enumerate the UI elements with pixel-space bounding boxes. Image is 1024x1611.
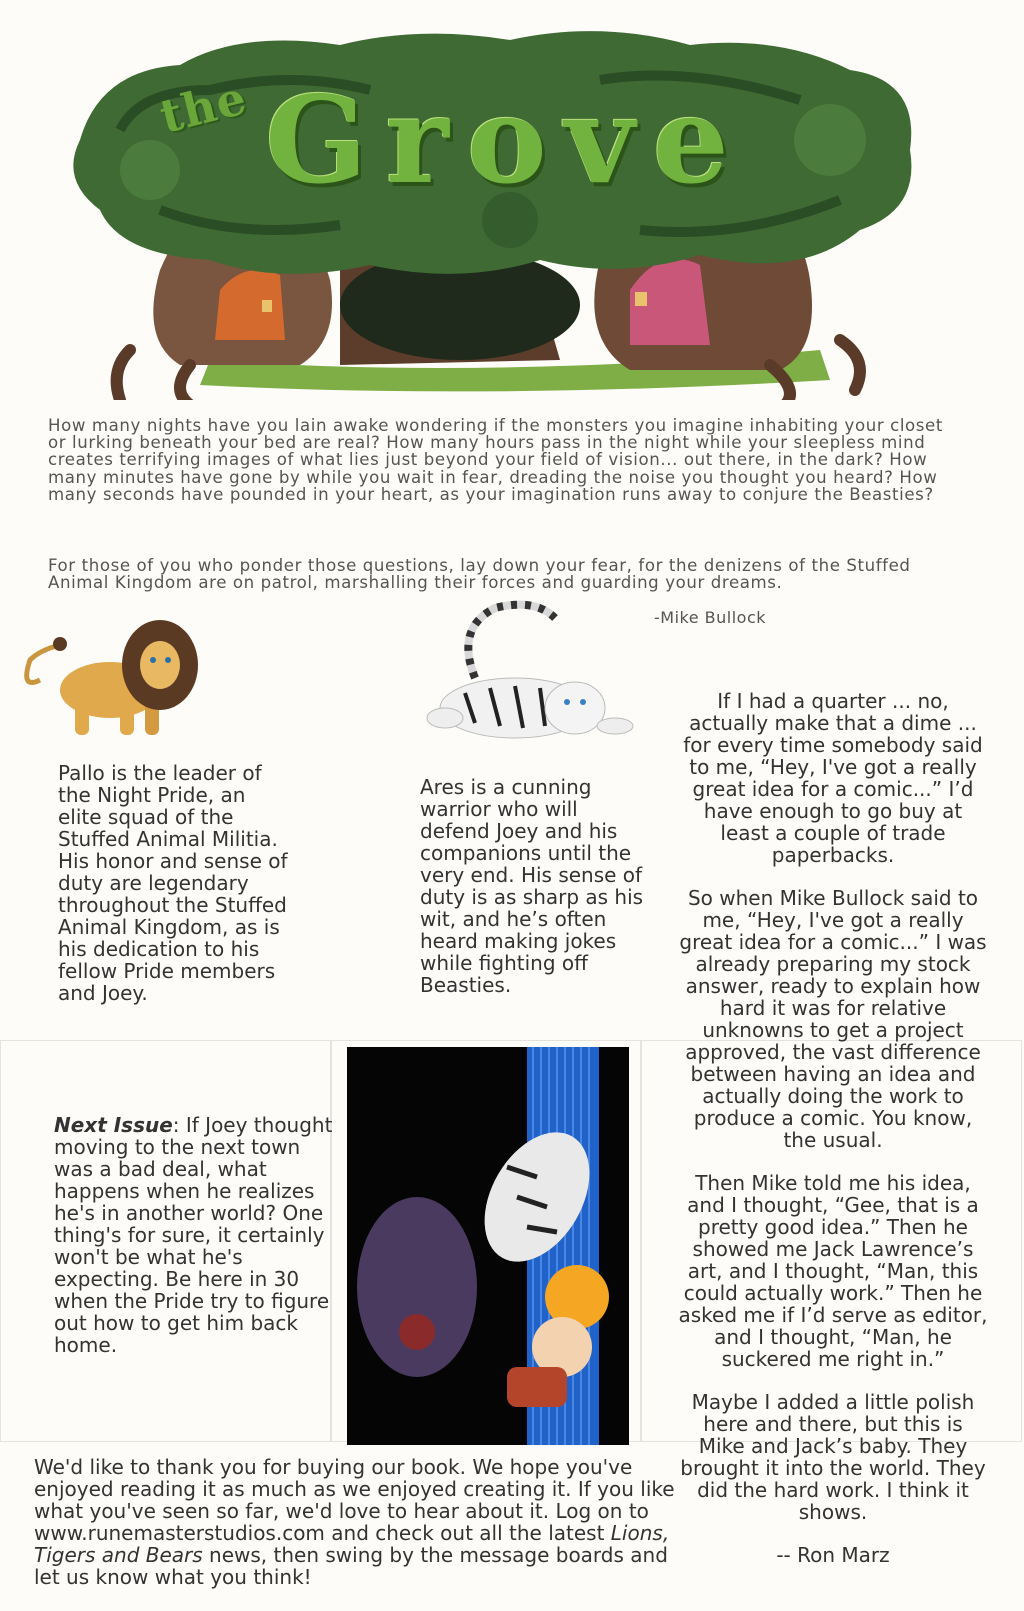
editor-paragraph-4: Maybe I added a little polish here and there, but this is Mike and Jack’s baby. They brought it into the world. They did the hard work. I think it shows. — [680, 1390, 986, 1524]
title-the: the — [154, 70, 253, 144]
thanks-text-1: We'd like to thank you for buying our book. We hope you've enjoyed reading it as much as we enjoyed creating it. If you like what you've seen so far, we'd love to hear about it. Log on to www.runemasterstudios.com and check out all the latest — [34, 1455, 675, 1545]
mike-bullock-signature: -Mike Bullock — [654, 608, 767, 627]
thanks-paragraph — [34, 1456, 694, 1588]
pallo-description: Pallo is the leader of the Night Pride, an elite squad of the Stuffed Animal Militia. His honor and sense of duty are legendary throughout the Stuffed Animal Kingdom, as is his dedication to his fellow Pride members and Joey. — [58, 761, 288, 1005]
editor-paragraph-3: Then Mike told me his idea, and I thought, “Gee, that is a pretty good idea.” Then he showed me Jack Lawrence’s art, and I thought, “Man, this could actually work.” Then he asked me if I’d serve as editor, and I thought, “Man, he suckered me right in.” — [678, 1171, 988, 1371]
next-issue-blurb — [54, 1114, 344, 1356]
editor-paragraph-1: If I had a quarter ... no, actually make that a dime ... for every time somebody said to me, “Hey, I've got a really great idea for a comic...” I’d have enough to go buy at least a couple of trade paperbacks. — [683, 689, 983, 867]
editor-paragraph-2: So when Mike Bullock said to me, “Hey, I've got a really great idea for a comic...” I was already preparing my stock answer, ready to explain how hard it was for relative unknowns to get a project approved, the vast difference between having an idea and actually doing the work to produce a comic. You know, the usual. — [679, 886, 987, 1152]
next-issue-text: : If Joey thought moving to the next town was a bad deal, what happens when he realizes he's in another world? One thing's for sure, it certainly won't be what he's expecting. Be here in 30 when the Pride try to figure out how to get him back home. — [54, 1113, 333, 1357]
thanks-text-2: news, then swing by the message boards and let us know what you think! — [34, 1543, 668, 1589]
ron-marz-signature: -- Ron Marz — [776, 1543, 890, 1567]
intro-paragraph-1: How many nights have you lain awake wondering if the monsters you imagine inhabiting your closet or lurking beneath your bed are real? How many hours pass in the night while your sleepless mind creates terrifying images of what lies just beyond your field of vision... out there, in the dark? How many minutes have gone by while you wait in fear, dreading the noise you thought you heard? How many seconds have pounded in your heart, as your imagination runs away to conjure the Beasties? — [48, 416, 943, 504]
editor-column — [678, 690, 988, 1587]
title-grove: Grove — [265, 70, 747, 211]
pallo-lion-illustration — [20, 610, 200, 740]
book-title: Lions, Tigers and Bears — [34, 1521, 670, 1567]
ares-tiger-illustration — [415, 598, 635, 758]
next-issue-cover-image — [347, 1047, 629, 1445]
ares-description: Ares is a cunning warrior who will defend Joey and his companions until the very end. His sense of duty is as sharp as his wit, and he’s often heard making jokes while fighting off Beasties. — [420, 775, 644, 997]
intro-paragraph-2: For those of you who ponder those questions, lay down your fear, for the denizens of the Stuffed Animal Kingdom are on patrol, marshalling their forces and guarding your dreams. — [48, 556, 911, 593]
next-issue-label: Next Issue — [54, 1113, 173, 1137]
